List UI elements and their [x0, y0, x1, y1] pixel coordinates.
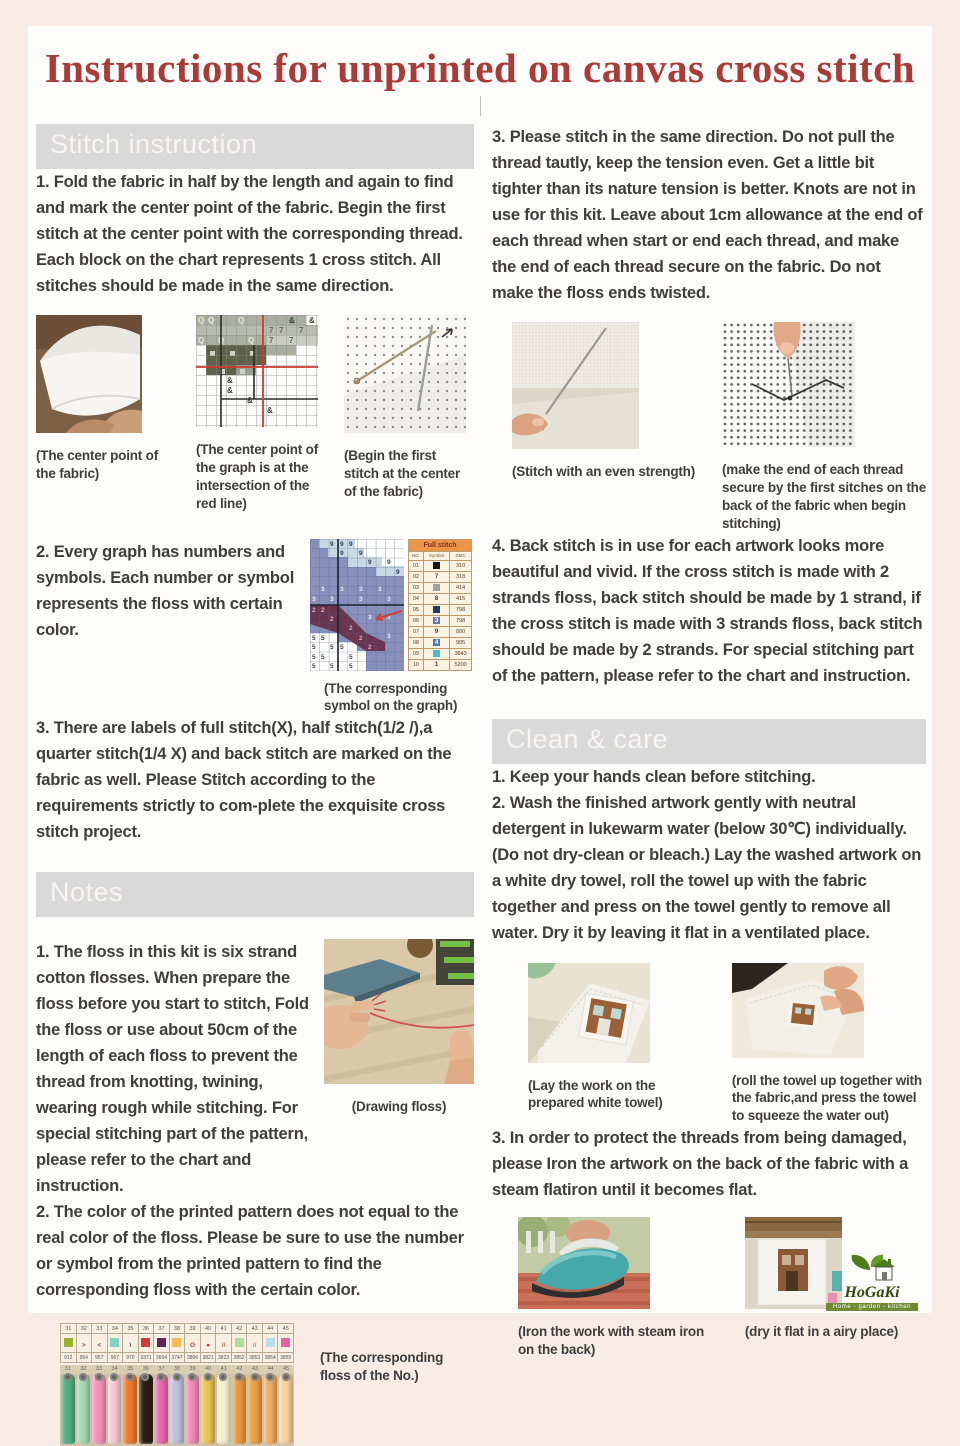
brand-logo	[826, 1254, 918, 1311]
table-row: 06 3 798	[409, 615, 472, 626]
floss-skein	[217, 1374, 231, 1444]
figure-row-center-point	[36, 315, 474, 512]
floss-skein	[264, 1374, 278, 1444]
chart-center-photo	[196, 315, 318, 427]
floss-skein	[123, 1374, 137, 1444]
floss-dmc-row: 912 954 957 967 970 3371 3604 3747 3806 3821 3823 3852 3853 3854 3855	[61, 1353, 294, 1363]
paragraph-stitch-1: 1. Fold the fabric in half by the length and again to find and mark the center point of the fabric. Begin the first stitch at the center point with the corresponding thread. Each block on the chart represents 1 cross stitch. All stitches should be made in the same direction.	[36, 173, 463, 296]
table-row: 07 9 800	[409, 626, 472, 637]
caption-begin-stitch: (Begin the first stitch at the center of the fabric)	[344, 448, 461, 499]
table-row: 08 4 905	[409, 637, 472, 648]
caption-drawing-floss: (Drawing floss)	[351, 1098, 447, 1114]
paragraph-clean-3: 3. In order to protect the threads from being damaged, please Iron the artwork on the back of the fabric with a steam flatiron until it becomes flat.	[492, 1128, 909, 1200]
caption-floss-chart: (The corresponding floss of the No.)	[320, 1350, 444, 1384]
right-column	[492, 124, 926, 1446]
leaf-house-icon	[848, 1254, 896, 1282]
floss-skein	[108, 1374, 122, 1444]
folded-fabric-photo	[36, 315, 142, 433]
figure-even-strength	[512, 322, 718, 481]
floss-skein	[201, 1374, 215, 1444]
roll-towel-photo	[732, 963, 864, 1058]
floss-skein	[248, 1374, 262, 1444]
even-strength-photo	[512, 322, 639, 449]
section-header-notes	[36, 872, 474, 917]
skein-strip	[60, 1374, 294, 1446]
caption-center-point-graph: (The center point of the graph is at the intersection of the red line)	[196, 442, 318, 511]
floss-symbol-row: > < \ O ● // //	[61, 1334, 294, 1353]
figure-roll-towel	[732, 963, 926, 1125]
floss-skein	[233, 1374, 247, 1444]
caption-lay-towel: (Lay the work on the prepared white towel)	[528, 1077, 663, 1111]
thread-secure-photo	[722, 322, 855, 447]
instruction-sheet	[28, 26, 932, 1384]
section-header-clean-care	[492, 719, 926, 764]
page-title: Instructions for unprinted on canvas cross stitch	[44, 45, 916, 91]
full-stitch-table: Full stitch NO. Symbol DMC 01 310 02 7 318 03 414 04 8 415 05 798 06 3 798 07 9 800 08 4 905 09 3843 10 1 5200	[408, 539, 472, 671]
floss-color-chart	[60, 1323, 294, 1446]
table-row: 09 3843	[409, 648, 472, 659]
paragraph-clean-2: 2. Wash the finished artwork gently with neutral detergent in lukewarm water (below 30℃) individually.(Do not dry-clean or bleach.) Lay the washed artwork on a white dry towel, roll the towel up with the fabric together and press on the towel gently to remove all water. Dry it by leaving it flat in a ventilated place.	[492, 794, 922, 943]
figure-thread-secure	[722, 322, 926, 532]
section-title: Stitch instruction	[50, 129, 258, 159]
floss-skein	[279, 1374, 293, 1444]
skein-number-strip: 31 32 33 34 35 36 37 38 39 40 41 42 43 44 45	[60, 1365, 294, 1374]
table-row: 02 7 318	[409, 571, 472, 582]
caption-even-strength: (Stitch with an even strength)	[512, 464, 696, 480]
floss-skein	[155, 1374, 169, 1444]
floss-number-row: 31 32 33 34 35 36 37 38 39 40 41 42 43 44 45	[61, 1324, 294, 1334]
drawing-floss-photo	[324, 939, 474, 1084]
table-row: 10 1 5200	[409, 659, 472, 670]
full-stitch-title: Full stitch	[409, 539, 472, 551]
brand-name: HoGaKi	[844, 1284, 900, 1301]
table-row: 04 8 415	[409, 593, 472, 604]
floss-skein	[139, 1374, 153, 1444]
floss-row	[36, 1323, 474, 1446]
caption-symbol-graph: (The corresponding symbol on the graph)	[324, 680, 458, 714]
floss-skeins-photo	[60, 1365, 294, 1446]
paragraph-stitch-3: 3. There are labels of full stitch(X), half stitch(1/2 /),a quarter stitch(1/4 X) and back stitch are marked on the fabric as well. Please Stitch according to the requirements strictly to com-plete the exquisite cross stitch project.	[36, 719, 452, 842]
figure-lay-towel	[528, 963, 690, 1113]
symbol-graph-image	[310, 539, 404, 671]
floss-symbol-table	[60, 1323, 294, 1363]
section-header-stitch-instruction	[36, 124, 474, 169]
paragraph2-row	[36, 539, 474, 716]
section-title: Notes	[50, 876, 124, 907]
table-row: 01 310	[409, 560, 472, 571]
iron-photo	[518, 1217, 650, 1309]
figure-graph-center	[196, 315, 324, 512]
fabric-needle-photo	[344, 315, 466, 433]
column-divider	[480, 96, 481, 116]
caption-roll-towel: (roll the towel up together with the fabric,and press the towel to squeeze the water out)	[731, 1072, 922, 1124]
table-row: 05 798	[409, 604, 472, 615]
figure-drawing-floss	[324, 939, 474, 1200]
table-row: 03 414	[409, 582, 472, 593]
paragraph-stitch-4: 4. Back stitch is in use for each artwork looks more beautiful and vivid. If the cross stitch is made with 2 strands floss, back stitch should be made by 1 strand, if the cross stitch is made with 3 strands floss, back stitch should be made by 2 strands. For special stitching part of the pattern, please refer to the chart and instruction.	[492, 536, 923, 685]
caption-thread-secure: (make the end of each thread secure by the first sitches on the back of the fabric when begin stitching)	[721, 462, 926, 531]
section-title: Clean & care	[506, 724, 669, 755]
floss-skein	[92, 1374, 106, 1444]
paragraph-stitch-2: 2. Every graph has numbers and symbols. Each number or symbol represents the floss with certain color.	[36, 542, 295, 639]
paragraph-notes-2: 2. The color of the printed pattern does not equal to the real color of the floss. Please be sure to use the number or symbol from the printed pattern to find the corresponding floss with the certain color.	[36, 1203, 464, 1300]
figure-iron	[518, 1217, 709, 1359]
floss-skein	[61, 1374, 75, 1444]
figure-folded-fabric	[36, 315, 166, 483]
two-column-layout	[34, 124, 926, 1446]
floss-skein	[186, 1374, 200, 1444]
left-column	[34, 124, 474, 1446]
figure-row-towel	[492, 963, 926, 1125]
paragraph-clean-1: 1. Keep your hands clean before stitching.	[492, 768, 816, 787]
lay-towel-photo	[528, 963, 650, 1063]
figure-symbol-chart	[310, 539, 474, 716]
caption-dry-flat: (dry it flat in a airy place)	[744, 1324, 899, 1340]
paragraph-stitch-3-right: 3. Please stitch in the same direction. Do not pull the thread tautly, keep the tension even. Get a little bit tighter than its nature tension is better. Knots are not in use for this kit. Leave about 1cm allowance at the end of each thread when start or end each thread, and make the end of each thread secure on the fabric. Do not make the floss ends twisted.	[492, 128, 923, 303]
floss-skein	[170, 1374, 184, 1444]
figure-row-tension	[492, 322, 926, 532]
floss-skein	[77, 1374, 91, 1444]
caption-center-point-fabric: (The center point of the fabric)	[36, 448, 158, 482]
paragraph-notes-1: 1. The floss in this kit is six strand cotton flosses. When prepare the floss before you start to stitch, Fold the floss or use about 50cm of the length of each floss to prevent the thread from knotting, twining, wearing rough while stitching. For special stitching part of the pattern, please refer to the chart and instruction.	[36, 942, 309, 1196]
caption-iron: (Iron the work with steam iron on the back)	[518, 1324, 705, 1357]
figure-first-stitch	[344, 315, 468, 500]
brand-tagline: Home - garden - kitchen	[826, 1303, 918, 1311]
notes-row	[36, 939, 474, 1200]
